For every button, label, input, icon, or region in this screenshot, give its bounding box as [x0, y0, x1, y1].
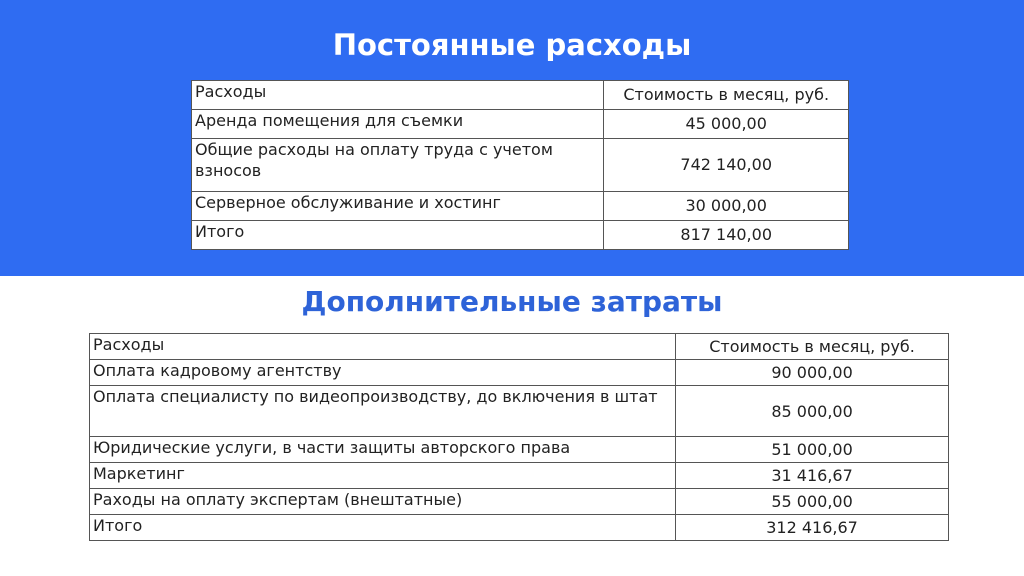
header-cell-name: Расходы: [90, 334, 676, 360]
row-name: Общие расходы на оплату труда с учетом взносов: [192, 139, 604, 192]
additional-costs-title: Дополнительные затраты: [301, 285, 723, 318]
row-name: Маркетинг: [90, 463, 676, 489]
fixed-costs-title: Постоянные расходы: [332, 28, 692, 62]
table-row: [90, 386, 949, 437]
row-name: Юридические услуги, в части защиты авторского права: [90, 437, 676, 463]
total-label: Итого: [192, 221, 604, 250]
row-name: Оплата специалисту по видеопроизводству, до включения в штат: [90, 386, 676, 437]
row-cost: 51 000,00: [676, 437, 949, 463]
additional-costs-table: [89, 333, 949, 541]
total-value: 817 140,00: [604, 221, 849, 250]
row-cost: 45 000,00: [604, 110, 849, 139]
total-value: 312 416,67: [676, 515, 949, 541]
table-total-row: [192, 221, 849, 250]
fixed-costs-table: [191, 80, 849, 250]
row-name: Аренда помещения для съемки: [192, 110, 604, 139]
header-cell-cost: Стоимость в месяц, руб.: [604, 81, 849, 110]
row-cost: 90 000,00: [676, 360, 949, 386]
table-row: [90, 463, 949, 489]
table-row: [192, 192, 849, 221]
table-row: [90, 360, 949, 386]
table-row: [90, 489, 949, 515]
row-cost: 55 000,00: [676, 489, 949, 515]
table-row: [90, 437, 949, 463]
row-cost: 30 000,00: [604, 192, 849, 221]
row-cost: 31 416,67: [676, 463, 949, 489]
header-cell-cost: Стоимость в месяц, руб.: [676, 334, 949, 360]
total-label: Итого: [90, 515, 676, 541]
table-header-row: [90, 334, 949, 360]
row-name: Раходы на оплату экспертам (внештатные): [90, 489, 676, 515]
row-cost: 742 140,00: [604, 139, 849, 192]
row-cost: 85 000,00: [676, 386, 949, 437]
row-name: Оплата кадровому агентству: [90, 360, 676, 386]
header-cell-name: Расходы: [192, 81, 604, 110]
row-name: Серверное обслуживание и хостинг: [192, 192, 604, 221]
table-row: [192, 139, 849, 192]
table-total-row: [90, 515, 949, 541]
table-row: [192, 110, 849, 139]
table-header-row: [192, 81, 849, 110]
